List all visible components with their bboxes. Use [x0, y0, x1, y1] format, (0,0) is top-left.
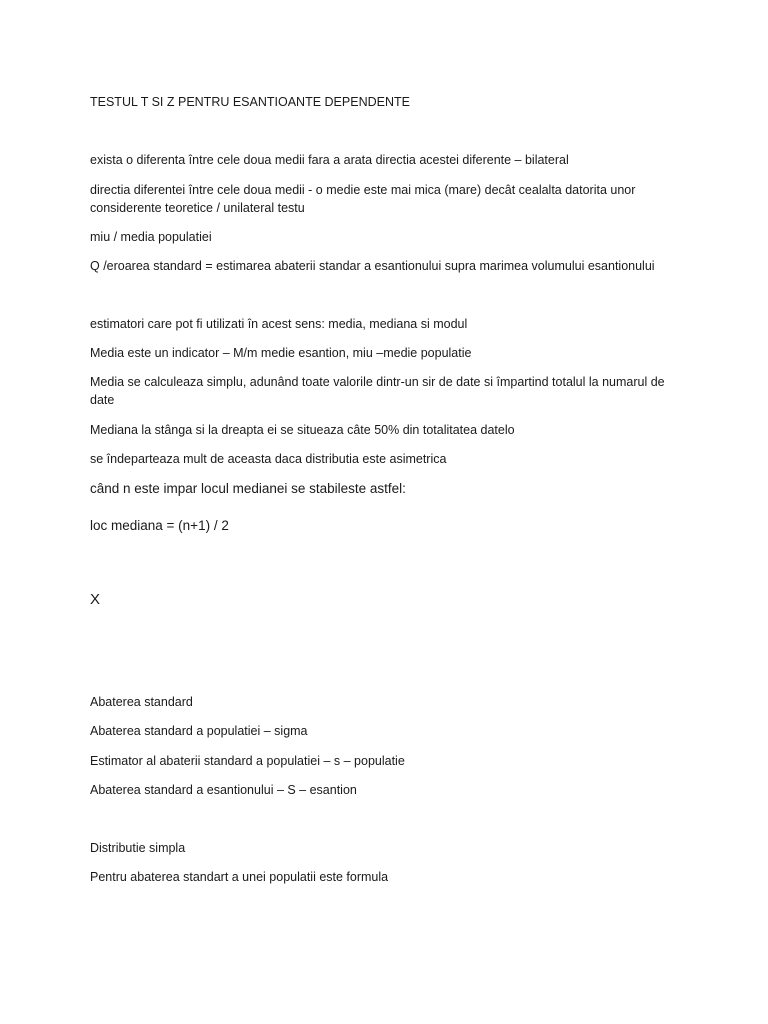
paragraph: directia diferentei între cele doua medii - o medie este mai mica (mare) decât cealalta datorita unor considerente teoretice / unilateral testu: [90, 183, 636, 215]
symbol-x: X: [90, 591, 101, 608]
paragraph: Estimator al abaterii standard a populatiei – s – populatie: [90, 754, 405, 768]
paragraph: miu / media populatiei: [90, 230, 212, 244]
paragraph: Abaterea standard: [90, 695, 193, 709]
paragraph: exista o diferenta între cele doua medii fara a arata directia acestei diferente – bilateral: [90, 153, 569, 167]
paragraph: Abaterea standard a esantionului – S – esantion: [90, 783, 357, 797]
formula-line: loc mediana = (n+1) / 2: [90, 518, 229, 533]
paragraph: Q /eroarea standard = estimarea abaterii standar a esantionului supra marimea volumului esantionului: [90, 259, 655, 273]
paragraph: când n este impar locul medianei se stabileste astfel:: [90, 481, 406, 496]
paragraph: Media este un indicator – M/m medie esantion, miu –medie populatie: [90, 346, 472, 360]
paragraph: Abaterea standard a populatiei – sigma: [90, 724, 308, 738]
paragraph: estimatori care pot fi utilizati în acest sens: media, mediana si modul: [90, 317, 468, 331]
paragraph: Pentru abaterea standart a unei populatii este formula: [90, 870, 389, 884]
paragraph: Mediana la stânga si la dreapta ei se situeaza câte 50% din totalitatea datelo: [90, 423, 515, 437]
paragraph: Distributie simpla: [90, 841, 186, 855]
paragraph: se îndeparteaza mult de aceasta daca distributia este asimetrica: [90, 452, 447, 466]
paragraph: Media se calculeaza simplu, adunând toate valorile dintr-un sir de date si împartind totalul la numarul de date: [90, 375, 665, 407]
document-title: TESTUL T SI Z PENTRU ESANTIOANTE DEPENDENTE: [90, 95, 410, 109]
